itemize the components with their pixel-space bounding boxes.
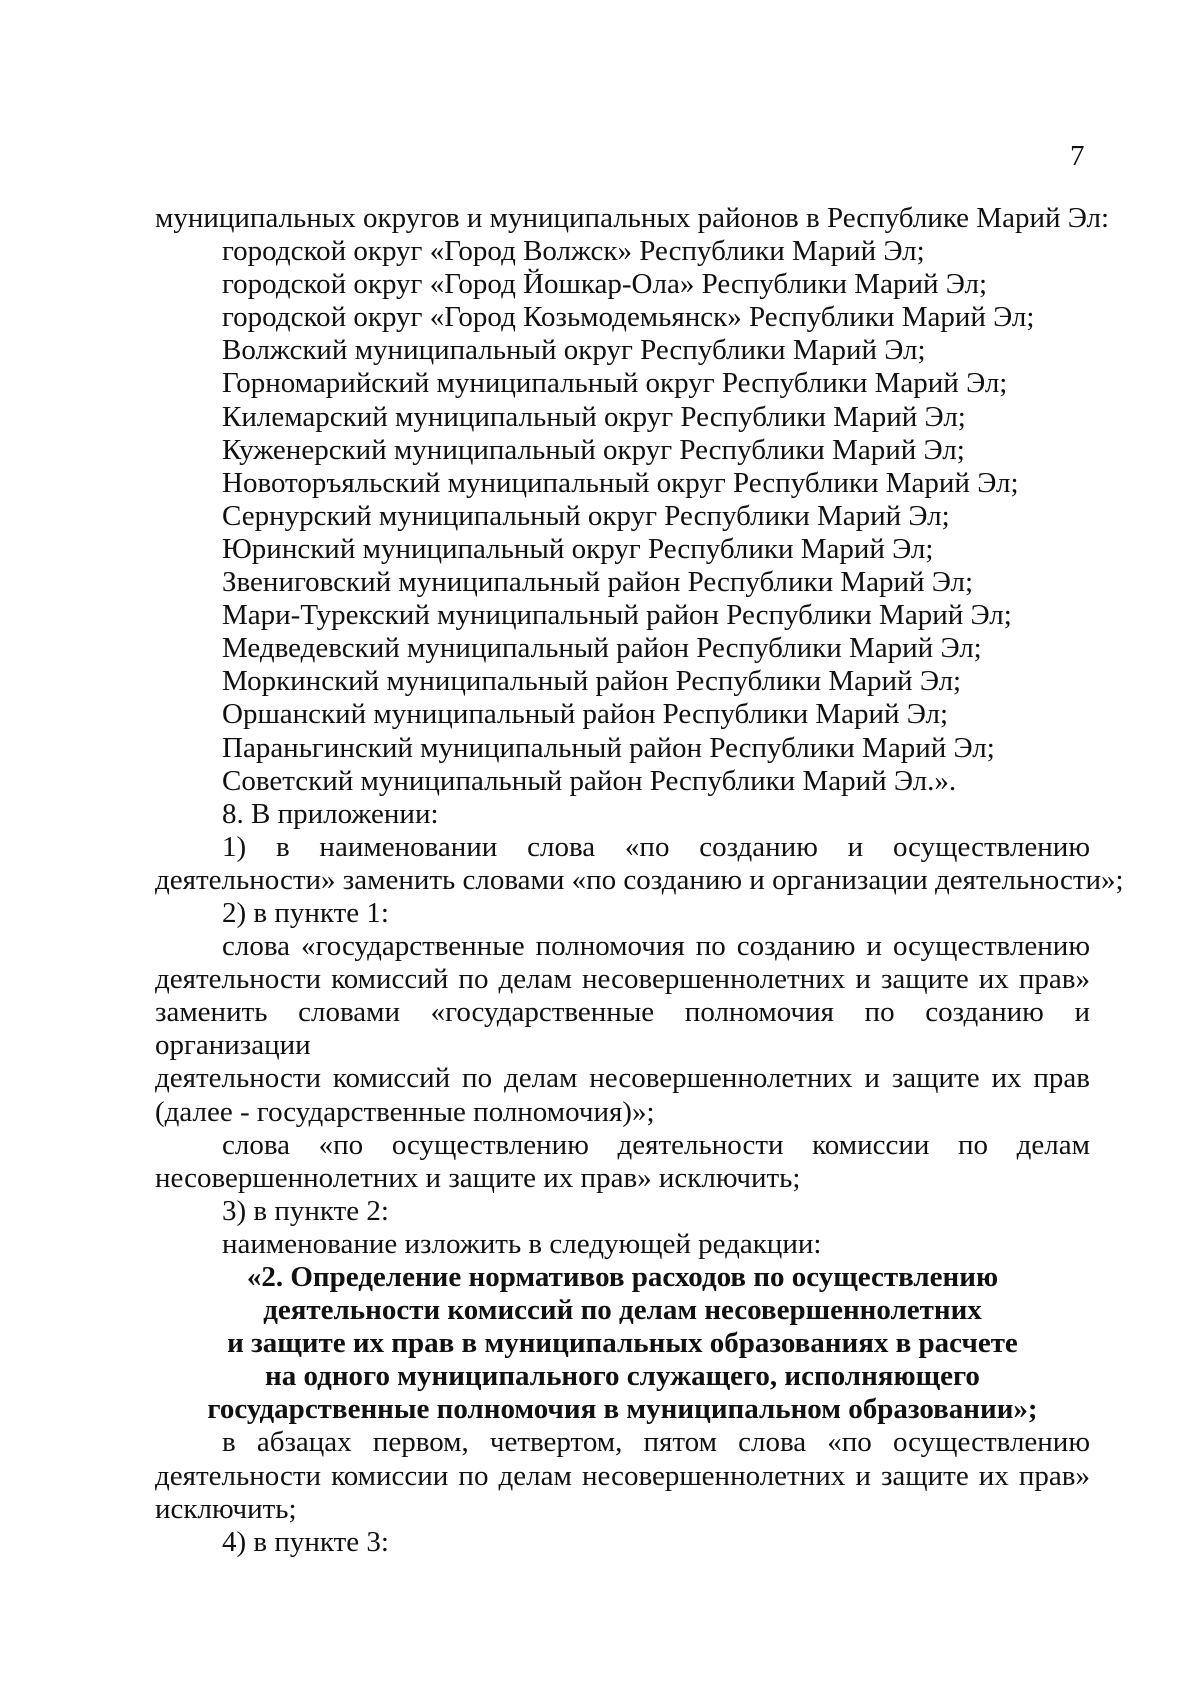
section-heading-line: на одного муниципального служащего, исполняющего (265, 1360, 980, 1393)
text-line: заменить словами «государственные полномочия по созданию и организации (155, 996, 1090, 1062)
text-line: 1) в наименовании слова «по созданию и осуществлению (222, 830, 1090, 863)
list-item: Советский муниципальный район Республики Марий Эл.». (222, 764, 957, 797)
section-item: 2) в пункте 1: (222, 896, 389, 929)
list-item: городской округ «Город Волжск» Республики Марий Эл; (222, 235, 925, 268)
list-item: Мари-Турекский муниципальный район Республики Марий Эл; (222, 599, 1012, 632)
section-heading-line: «2. Определение нормативов расходов по осуществлению (246, 1261, 999, 1293)
list-item: Волжский муниципальный округ Республики Марий Эл; (222, 334, 926, 367)
list-item: Горномарийский муниципальный округ Республики Марий Эл; (222, 367, 1008, 400)
section-heading-line: государственные полномочия в муниципальном образовании»; (207, 1393, 1038, 1426)
section-item: 3) в пункте 2: (222, 1194, 389, 1227)
text-line: несовершеннолетних и защите их прав» исключить; (155, 1161, 801, 1194)
text-line: деятельности комиссии по делам несовершеннолетних и защите их прав» (155, 1459, 1090, 1492)
section-item: 8. В приложении: (222, 797, 439, 830)
list-item: Сернурский муниципальный округ Республики Марий Эл; (222, 499, 950, 532)
section-heading-line: и защите их прав в муниципальных образованиях в расчете (227, 1327, 1018, 1360)
page-number: 7 (1070, 140, 1085, 172)
text-line: исключить; (155, 1492, 297, 1525)
list-item: Параньгинский муниципальный район Республики Марий Эл; (222, 731, 995, 764)
text-line: муниципальных округов и муниципальных районов в Республике Марий Эл: (155, 202, 1110, 234)
list-item: городской округ «Город Йошкар-Ола» Республики Марий Эл; (222, 268, 988, 301)
text-line: слова «по осуществлению деятельности комиссии по делам (222, 1128, 1090, 1161)
text-line: деятельности комиссий по делам несовершеннолетних и защите их прав (155, 1062, 1090, 1095)
text-line: слова «государственные полномочия по созданию и осуществлению (222, 930, 1090, 963)
section-heading-line: деятельности комиссий по делам несовершеннолетних (263, 1294, 982, 1327)
text-line: деятельности комиссий по делам несовершеннолетних и защите их прав» (155, 963, 1090, 996)
document-body (155, 202, 1124, 1559)
list-item: Медведевский муниципальный район Республики Марий Эл; (222, 632, 982, 665)
list-item: Звениговский муниципальный район Республики Марий Эл; (222, 566, 974, 599)
list-item: Оршанский муниципальный район Республики Марий Эл; (222, 698, 949, 731)
list-item: Новоторъяльский муниципальный округ Республики Марий Эл; (222, 466, 1019, 499)
list-item: Юринский муниципальный округ Республики Марий Эл; (222, 532, 934, 565)
text-line: в абзацах первом, четвертом, пятом слова «по осуществлению (222, 1426, 1090, 1459)
text-line: деятельности» заменить словами «по созданию и организации деятельности»; (155, 863, 1124, 896)
list-item: городской округ «Город Козьмодемьянск» Республики Марий Эл; (222, 301, 1035, 334)
list-item: Килемарский муниципальный округ Республики Марий Эл; (222, 400, 966, 433)
list-item: Моркинский муниципальный район Республики Марий Эл; (222, 665, 962, 698)
text-line: наименование изложить в следующей редакции: (222, 1227, 822, 1260)
list-item: Куженерский муниципальный округ Республики Марий Эл; (222, 433, 965, 466)
section-item: 4) в пункте 3: (222, 1525, 389, 1558)
text-line: (далее - государственные полномочия)»; (155, 1095, 655, 1128)
